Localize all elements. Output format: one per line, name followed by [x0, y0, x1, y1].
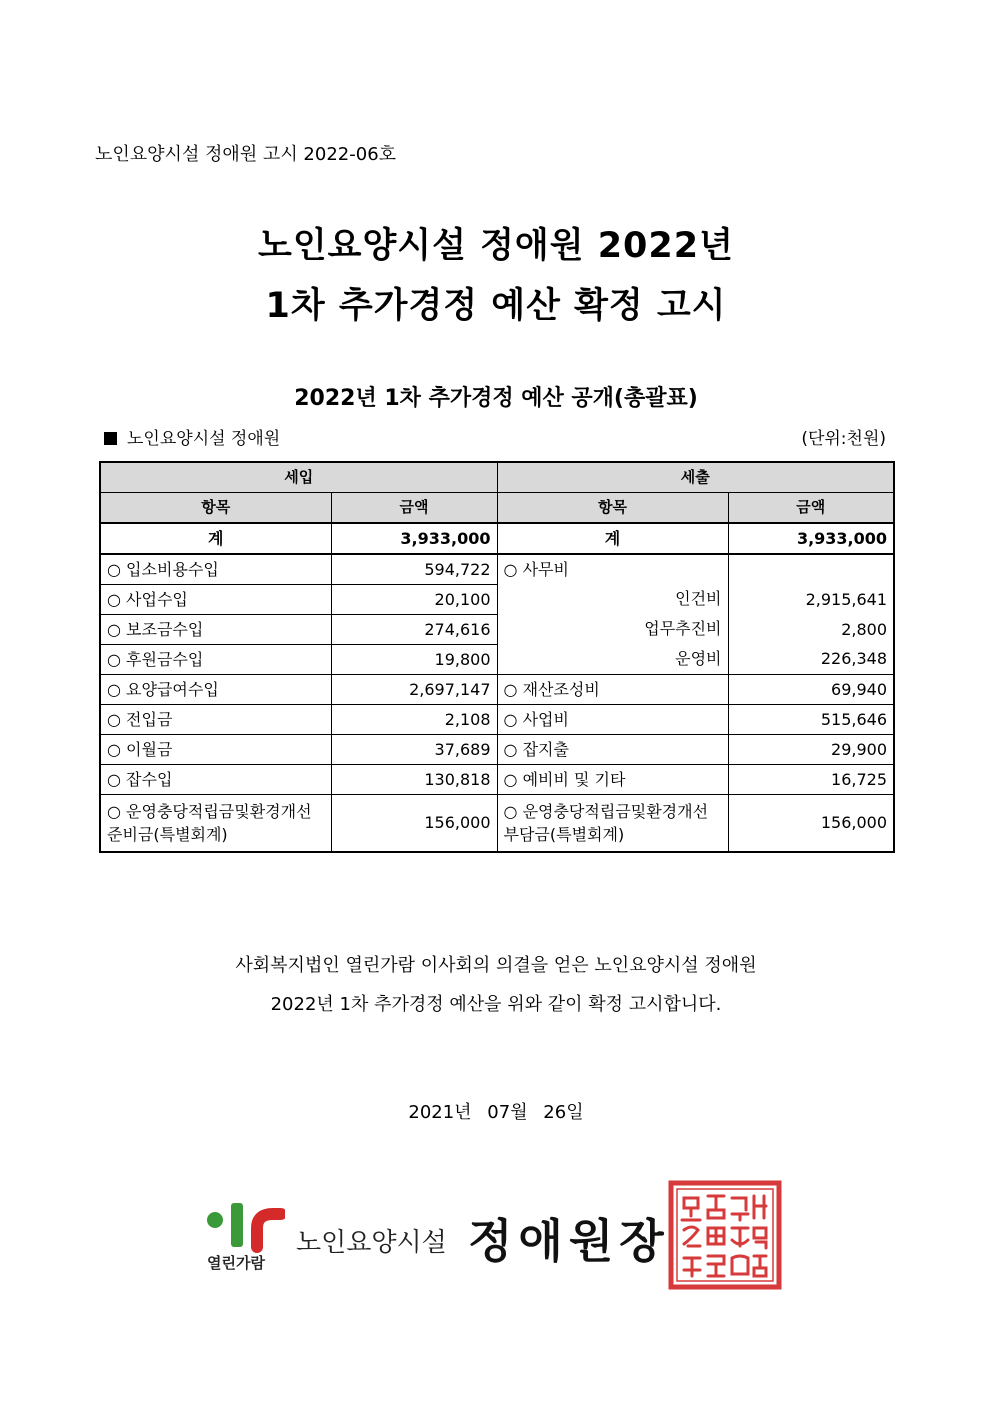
notice-date: 2021년 07월 26일: [408, 1102, 584, 1123]
revenue-item: ○ 사업수입: [100, 585, 331, 615]
notice-number: 노인요양시설 정애원 고시 2022-06호: [95, 144, 397, 165]
expense-sub-amount: 226,348: [728, 645, 894, 675]
org-name: 노인요양시설 정애원: [127, 429, 281, 449]
unit-label: (단위:천원): [801, 429, 886, 449]
revenue-item: ○ 후원금수입: [100, 645, 331, 675]
revenue-amount: 274,616: [331, 615, 497, 645]
expense-item-line-2: 부담금(특별회계): [503, 824, 625, 844]
closing-statement-line-2: 2022년 1차 추가경정 예산을 위와 같이 확정 고시합니다.: [270, 994, 722, 1015]
revenue-header: 세입: [100, 462, 497, 493]
revenue-item: ○ 요양급여수입: [100, 675, 331, 705]
document-title-line-1: 노인요양시설 정애원 2022년: [258, 226, 734, 266]
expense-item: [497, 795, 728, 853]
table-row: [100, 795, 894, 853]
revenue-amount: 156,000: [331, 795, 497, 853]
total-row: [100, 523, 894, 554]
table-row: [100, 705, 894, 735]
expense-amount: 156,000: [728, 795, 894, 853]
expense-item-line-1: ○ 운영충당적립금및환경개선: [503, 801, 709, 821]
revenue-amount: 2,108: [331, 705, 497, 735]
signer-name: 정애원장: [468, 1214, 670, 1268]
revenue-item: ○ 잡수입: [100, 765, 331, 795]
expense-office-label: ○ 사무비: [503, 560, 569, 579]
table-row: [100, 735, 894, 765]
revenue-item: [100, 795, 331, 853]
expense-total-amount: 3,933,000: [728, 523, 894, 554]
table-column-header-row: [100, 493, 894, 524]
table-group-header-row: [100, 462, 894, 493]
revenue-amount: 130,818: [331, 765, 497, 795]
square-bullet-icon: [104, 432, 117, 445]
org-line: [104, 424, 280, 449]
revenue-total-label: 계: [100, 523, 331, 554]
expense-amount-header: 금액: [728, 493, 894, 524]
revenue-item: ○ 입소비용수입: [100, 554, 331, 585]
revenue-item-header: 항목: [100, 493, 331, 524]
revenue-total-amount: 3,933,000: [331, 523, 497, 554]
expense-item-header: 항목: [497, 493, 728, 524]
revenue-amount-header: 금액: [331, 493, 497, 524]
expense-sub-amount: 2,800: [728, 615, 894, 645]
revenue-amount: 20,100: [331, 585, 497, 615]
expense-sub-label: 인건비: [675, 588, 722, 608]
table-row: [100, 675, 894, 705]
revenue-item: ○ 보조금수입: [100, 615, 331, 645]
revenue-amount: 2,697,147: [331, 675, 497, 705]
revenue-amount: 19,800: [331, 645, 497, 675]
expense-item: ○ 재산조성비: [497, 675, 728, 705]
expense-amount: 515,646: [728, 705, 894, 735]
expense-sub-label: 업무추진비: [644, 618, 722, 638]
closing-statement-line-1: 사회복지법인 열린가람 이사회의 의결을 얻은 노인요양시설 정애원: [235, 955, 757, 976]
expense-amount: 16,725: [728, 765, 894, 795]
expense-sub-amount: 2,915,641: [728, 585, 894, 615]
revenue-item-line-2: 준비금(특별회계): [107, 824, 228, 844]
revenue-amount: 37,689: [331, 735, 497, 765]
revenue-item: ○ 전입금: [100, 705, 331, 735]
expense-amount: 29,900: [728, 735, 894, 765]
budget-summary-table: [99, 461, 895, 853]
expense-sub-label: 운영비: [675, 648, 722, 668]
signer-facility-type: 노인요양시설: [296, 1228, 447, 1258]
document-title-line-2: 1차 추가경정 예산 확정 고시: [265, 286, 727, 326]
revenue-item: ○ 이월금: [100, 735, 331, 765]
table-row: [100, 765, 894, 795]
expense-item: ○ 사업비: [497, 705, 728, 735]
expense-office-cell: [497, 554, 728, 675]
official-seal-icon: [668, 1180, 782, 1290]
revenue-item-line-1: ○ 운영충당적립금및환경개선: [107, 801, 312, 821]
expense-total-label: 계: [497, 523, 728, 554]
expense-header: 세출: [497, 462, 894, 493]
logo-text: 열린가람: [207, 1254, 265, 1272]
expense-item: ○ 잡지출: [497, 735, 728, 765]
table-subtitle: 2022년 1차 추가경정 예산 공개(총괄표): [294, 386, 698, 411]
expense-item: ○ 예비비 및 기타: [497, 765, 728, 795]
expense-amount: 69,940: [728, 675, 894, 705]
expense-office-amount: [728, 554, 894, 585]
table-row: [100, 554, 894, 585]
revenue-amount: 594,722: [331, 554, 497, 585]
